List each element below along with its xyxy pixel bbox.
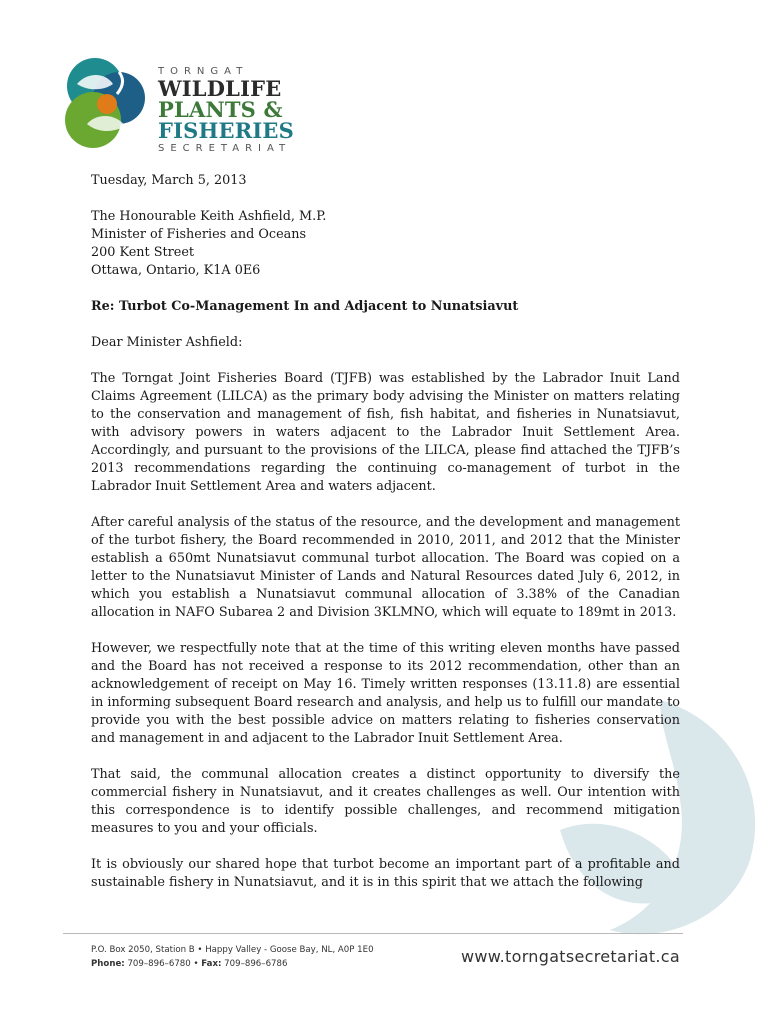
salutation: Dear Minister Ashfield: [91, 335, 243, 350]
logo-line-wildlife: WILDLIFE [158, 76, 282, 101]
footer-phone-fax: Phone: 709–896–6780 • Fax: 709–896–6786 [91, 959, 288, 969]
letter-date: Tuesday, March 5, 2013 [91, 173, 247, 188]
logo-wordmark [158, 66, 294, 155]
recipient-city: Ottawa, Ontario, K1A 0E6 [91, 263, 261, 278]
recipient-street: 200 Kent Street [91, 245, 195, 260]
footer-phone-label: Phone: [91, 959, 125, 969]
body-paragraph: However, we respectfully note that at the time of this writing eleven months have passed and the Board has not received a response to its 2012 recommendation, other than an acknowledgement of receipt on May 16. Timely written responses (13.11.8) are essential in informing subsequent Board research and analysis, and help us to fulfill our mandate to provide you with the best possible advice on matters relating to fisheries conservation and management in and adjacent to the Labrador Inuit Settlement Area. [91, 641, 680, 746]
subject-line: Re: Turbot Co-Management In and Adjacent to Nunatsiavut [91, 299, 519, 314]
body-paragraph: After careful analysis of the status of the resource, and the development and management of the turbot fishery, the Board recommended in 2010, 2011, and 2012 that the Minister establish a 650mt Nunatsiavut communal turbot allocation. The Board was copied on a letter to the Nunatsiavut Minister of Lands and Natural Resources dated July 6, 2012, in which you establish a Nunatsiavut communal allocation of 3.38% of the Canadian allocation in NAFO Subarea 2 and Division 3KLMNO, which will equate to 189mt in 2013. [91, 515, 680, 620]
logo-line-plants: PLANTS & [158, 97, 283, 122]
body-paragraph: It is obviously our shared hope that turbot become an important part of a profitable and sustainable fishery in Nunatsiavut, and it is in this spirit that we attach the following [91, 857, 680, 890]
footer-fax-label: Fax: [201, 959, 222, 969]
logo-line-torngat: TORNGAT [158, 66, 249, 77]
footer-contact [91, 943, 374, 971]
body-paragraph: The Torngat Joint Fisheries Board (TJFB) was established by the Labrador Inuit Land Claims Agreement (LILCA) as the primary body advising the Minister on matters relating to the conservation and management of fish, fish habitat, and fisheries in Nunatsiavut, with advisory powers in waters adjacent to the Labrador Inuit Settlement Area. Accordingly, and pursuant to the provisions of the LILCA, please find attached the TJFB’s 2013 recommendations regarding the continuing co-management of turbot in the Labrador Inuit Settlement Area and waters adjacent. [91, 371, 680, 494]
footer-divider [63, 933, 683, 934]
logo-line-fisheries: FISHERIES [158, 118, 294, 143]
footer-website: www.torngatsecretariat.ca [460, 947, 680, 966]
footer-phone: 709–896–6780 [127, 959, 191, 969]
recipient-address [91, 208, 680, 280]
footer-fax: 709–896–6786 [224, 959, 288, 969]
recipient-title: Minister of Fisheries and Oceans [91, 227, 307, 242]
footer-address: P.O. Box 2050, Station B • Happy Valley - Goose Bay, NL, A0P 1E0 [91, 945, 374, 955]
logo-emblem-icon [57, 54, 157, 154]
body-paragraph: That said, the communal allocation creates a distinct opportunity to diversify the commercial fishery in Nunatsiavut, and it creates challenges as well. Our intention with this correspondence is to identify possible challenges, and recommend mitigation measures to you and your officials. [91, 767, 680, 836]
recipient-name: The Honourable Keith Ashfield, M.P. [91, 209, 327, 224]
letter-body [91, 172, 680, 910]
logo-line-secretariat: SECRETARIAT [158, 143, 292, 154]
